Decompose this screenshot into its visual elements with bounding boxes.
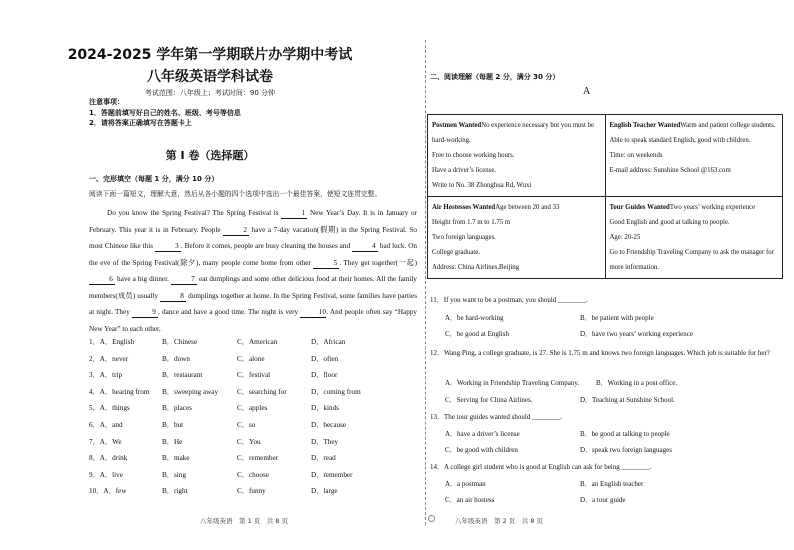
passage-text: Do you know the Spring Festival? The Spring Festival is bbox=[107, 209, 282, 217]
ad-line: Write to No. 38 Zhonghua Rd, Wuxi bbox=[432, 182, 532, 189]
cloze-blank: 4 bbox=[352, 241, 378, 252]
question-11-option: A．be hard-working bbox=[445, 314, 504, 322]
option-item: 1．A．English bbox=[89, 338, 135, 346]
option-item: C．alone bbox=[237, 354, 265, 363]
cloze-blank: 5 bbox=[313, 258, 339, 269]
ad-cell bbox=[428, 115, 606, 197]
ad-line: Able to speak standard English, good with children. bbox=[609, 137, 751, 144]
option-item: D．remember bbox=[311, 470, 353, 479]
option-item: B．restaurant bbox=[162, 371, 203, 380]
option-row bbox=[89, 470, 419, 487]
ad-line: Good English and good at talking to people. bbox=[609, 219, 730, 226]
question-11-option: B．be patient with people bbox=[580, 314, 654, 322]
page-divider bbox=[425, 40, 426, 525]
question-12-stem: 12．Wang Ping, a college graduate, is 27. She is 1.75 m and knows two foreign languages. Which job is suitable for her? bbox=[430, 349, 770, 357]
question-14-option: D．a tour guide bbox=[580, 496, 626, 504]
cloze-passage bbox=[89, 205, 417, 337]
footer-right: 八年级英语 第 2 页 共 8 页 bbox=[455, 517, 544, 525]
option-item: B．but bbox=[162, 420, 184, 429]
question-13-stem: 13．The tour guides wanted should ________. bbox=[430, 413, 562, 421]
option-item: D．They bbox=[311, 437, 339, 446]
question-11-stem: 11．If you want to be a postman, you should ________. bbox=[430, 296, 588, 304]
option-item: C．choose bbox=[237, 470, 269, 479]
option-item: 7．A．We bbox=[89, 437, 122, 446]
option-item: D．large bbox=[311, 487, 338, 496]
question-12-option: B．Working in a post office. bbox=[596, 379, 678, 387]
ad-line: Two foreign languages. bbox=[432, 234, 496, 241]
passage-text: . And people often say “Happy New Year” to each other. bbox=[89, 308, 417, 333]
ad-title: Postmen Wanted bbox=[432, 122, 482, 129]
exam-subtitle: 八年级英语学科试卷 bbox=[147, 69, 273, 85]
question-12-option: D．Teaching at Sunshine School. bbox=[580, 396, 675, 404]
option-item: D．read bbox=[311, 454, 336, 463]
exam-title: 2024-2025 学年第一学期联片办学期中考试 bbox=[67, 47, 353, 63]
ad-line: Have a driver’s license. bbox=[432, 167, 497, 174]
question-12-option: C．Serving for China Airlines. bbox=[445, 396, 533, 404]
option-row bbox=[89, 403, 419, 420]
option-item: B．down bbox=[162, 354, 190, 363]
passage-text: eat dumplings and some other delicious food at their homes. All the family members(成员) usually bbox=[89, 275, 417, 300]
ad-line: Address: China Airlines,Beijing bbox=[432, 264, 520, 271]
option-row bbox=[89, 437, 419, 454]
option-item: D．coming from bbox=[311, 387, 361, 396]
option-item: 5．A．things bbox=[89, 404, 130, 413]
ad-line: E-mail address: Sunshine School @163.com bbox=[609, 167, 731, 174]
notes-heading: 注意事项： bbox=[89, 98, 124, 106]
ad-title: Tour Guides Wanted bbox=[609, 204, 670, 211]
option-item: B．sing bbox=[162, 470, 186, 479]
ad-cell bbox=[428, 197, 606, 279]
passage-text: . They get together(一起) bbox=[339, 258, 418, 267]
option-item: D．because bbox=[311, 420, 347, 429]
passage-text: have a big dinner. bbox=[115, 275, 171, 283]
option-item: 3．A．trip bbox=[89, 371, 123, 380]
option-item: 4．A．hearing from bbox=[89, 387, 150, 396]
section1-heading: 一、完形填空（每题 1 分，满分 10 分） bbox=[89, 175, 219, 183]
section2-heading: 二、阅读理解（每题 2 分，满分 30 分） bbox=[430, 73, 560, 81]
section1-instruction: 阅读下面一篇短文，理解大意，然后从各小题的四个选项中选出一个最佳答案，使短文连贯完整。 bbox=[89, 190, 382, 198]
option-item: B．He bbox=[162, 437, 183, 446]
ad-line: No experience necessary but you must be hard-working. bbox=[432, 122, 595, 144]
ad-line: Age between 20 and 33 bbox=[495, 204, 560, 211]
option-item: C．funny bbox=[237, 487, 266, 496]
notes-block bbox=[89, 97, 409, 129]
ad-title: English Teacher Wanted bbox=[609, 122, 681, 129]
passage-paragraph bbox=[89, 205, 417, 337]
question-12-option: A．Working in Friendship Traveling Company. bbox=[445, 379, 580, 387]
cloze-options bbox=[89, 337, 419, 503]
passage-text: New Year’s Day. It is in January or February. This year it is in February. People bbox=[89, 209, 417, 234]
question-11-option: C．be good at English bbox=[445, 330, 509, 338]
option-item: B．Chinese bbox=[162, 338, 198, 346]
option-row bbox=[89, 354, 419, 371]
option-item: D．floor bbox=[311, 371, 338, 380]
option-item: C．searching for bbox=[237, 387, 287, 396]
option-item: 9．A．live bbox=[89, 470, 123, 479]
ad-title: Air Hostesses Wanted bbox=[432, 204, 496, 211]
ad-cell bbox=[605, 115, 783, 197]
ad-line: Warm and patient college students. bbox=[680, 122, 776, 129]
option-item: C．You bbox=[237, 437, 261, 446]
option-item: C．remember bbox=[237, 454, 279, 463]
cloze-blank: 8 bbox=[160, 291, 186, 302]
ad-line: Free to choose working hours. bbox=[432, 152, 515, 159]
cloze-blank: 2 bbox=[223, 225, 249, 236]
cloze-blank: 3 bbox=[155, 241, 181, 252]
question-13-option: A．have a driver’s license bbox=[445, 430, 520, 438]
option-item: 10．A．few bbox=[89, 487, 127, 496]
footer-left: 八年级英语 第 1 页 共 8 页 bbox=[200, 517, 289, 525]
question-14-stem: 14．A college girl student who is good at English can ask for being ________. bbox=[430, 463, 652, 471]
job-ads-table bbox=[427, 114, 783, 279]
option-item: D．often bbox=[311, 354, 339, 363]
passage-text: dumplings together at home. In the Spring Festival, some families have parties at night. They bbox=[89, 291, 417, 316]
binding-hole-icon bbox=[428, 515, 435, 522]
passage-text: have a 7-day vacation(假期) in the Spring Festival. So most Chinese like this bbox=[89, 225, 417, 250]
option-row bbox=[89, 387, 419, 404]
question-14-option: C．an air hostess bbox=[445, 496, 495, 504]
cloze-blank: 9 bbox=[132, 307, 158, 318]
option-item: B．places bbox=[162, 404, 192, 413]
ad-line: Time: on weekends bbox=[609, 152, 663, 159]
option-row bbox=[89, 370, 419, 387]
option-item: 6．A．and bbox=[89, 420, 123, 429]
cloze-blank: 10 bbox=[300, 307, 326, 318]
note-item: 2．请将答案正确填写在答题卡上 bbox=[89, 119, 192, 127]
question-13-option: D．speak two foreign languages bbox=[580, 446, 672, 454]
note-item: 1．答题前填写好自己的姓名、班级、考号等信息 bbox=[89, 108, 241, 117]
ad-line: Two years’ working experience bbox=[669, 204, 756, 211]
ad-line: College graduate. bbox=[432, 249, 480, 256]
option-row bbox=[89, 453, 419, 470]
ad-line: Age: 20-25 bbox=[609, 234, 641, 241]
option-item: B．right bbox=[162, 487, 188, 496]
option-row bbox=[89, 337, 419, 354]
option-item: 8．A．drink bbox=[89, 454, 128, 463]
option-item: C．so bbox=[237, 420, 256, 429]
ad-line: Height from 1.7 m to 1.75 m bbox=[432, 219, 511, 226]
option-row bbox=[89, 420, 419, 437]
option-row bbox=[89, 486, 419, 503]
passage-text: . Before it comes, people are busy cleaning the houses and bbox=[180, 242, 352, 250]
passage-text: , dance and have a good time. The night is very bbox=[158, 308, 301, 316]
part-label: A bbox=[583, 86, 591, 97]
option-item: B．sweeping away bbox=[162, 387, 219, 396]
question-14-option: B．an English teacher bbox=[580, 480, 644, 488]
question-14-option: A．a postman bbox=[445, 480, 486, 488]
ad-line: Go to Friendship Traveling Company to ask the manager for more information. bbox=[609, 249, 774, 271]
option-item: B．make bbox=[162, 454, 190, 463]
question-13-option: B．be good at talking to people bbox=[580, 430, 670, 438]
question-11-option: D．have two years’ working experience bbox=[580, 330, 693, 338]
option-item: C．apples bbox=[237, 404, 268, 413]
passage-text: bad luck. On the eve of the Spring Festival(除夕), many people come home from other bbox=[89, 242, 417, 267]
option-item: 2．A．never bbox=[89, 354, 129, 363]
cloze-blank: 7 bbox=[171, 274, 197, 285]
ad-cell bbox=[605, 197, 783, 279]
cloze-blank: 1 bbox=[281, 208, 307, 219]
option-item: D．African bbox=[311, 338, 346, 346]
option-item: D．kinds bbox=[311, 404, 339, 413]
option-item: C．American bbox=[237, 338, 278, 346]
question-13-option: C．be good with children bbox=[445, 446, 518, 454]
exam-info: 考试范围：八年级上；考试时间：90 分钟 bbox=[144, 89, 276, 97]
volume-title: 第 I 卷（选择题） bbox=[165, 149, 255, 162]
option-item: C．festival bbox=[237, 371, 271, 380]
cloze-blank: 6 bbox=[89, 274, 115, 285]
